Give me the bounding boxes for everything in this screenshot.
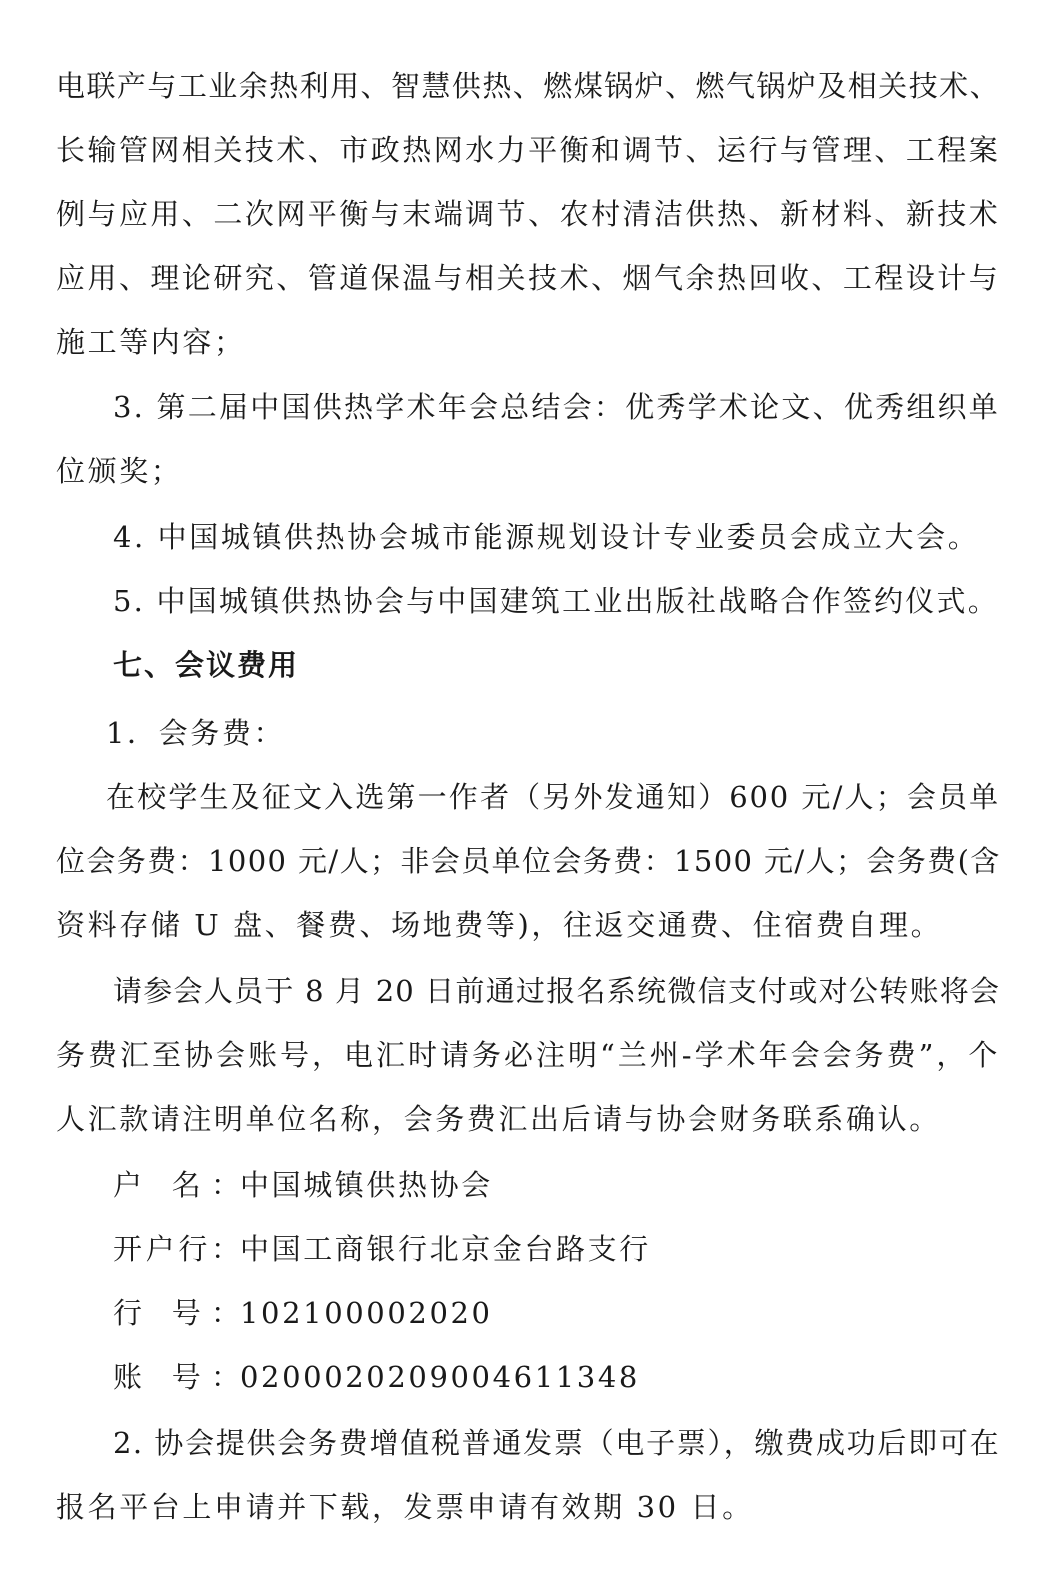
account-name-value: 中国城镇供热协会 <box>240 1168 493 1202</box>
account-no-row <box>113 1357 1000 1397</box>
topics-line-5: 施工等内容； <box>56 325 246 359</box>
payment-line-3: 人汇款请注明单位名称，会务费汇出后请与协会财务联系确认。 <box>56 1102 941 1136</box>
payment-line-1: 请参会人员于 8 月 20 日前通过报名系统微信支付或对公转账将会 <box>113 974 1000 1008</box>
item4: 4. 中国城镇供热协会城市能源规划设计专业委员会成立大会。 <box>113 520 980 554</box>
account-no-value: 0200020209004611348 <box>240 1360 640 1394</box>
item3-line-1: 3. 第二届中国供热学术年会总结会：优秀学术论文、优秀组织单 <box>113 390 1000 424</box>
section7-title: 七、会议费用 <box>113 648 300 682</box>
topics-line-2: 长输管网相关技术、市政热网水力平衡和调节、运行与管理、工程案 <box>56 133 1000 167</box>
invoice-line-2: 报名平台上申请并下载，发票申请有效期 30 日。 <box>56 1490 754 1524</box>
bank-code-value: 102100002020 <box>240 1296 493 1330</box>
invoice-line-1: 2. 协会提供会务费增值税普通发票（电子票），缴费成功后即可在 <box>113 1426 1000 1460</box>
fee-line-3: 资料存储 U 盘、餐费、场地费等)，往返交通费、住宿费自理。 <box>56 908 943 942</box>
bank-code-row <box>113 1293 1000 1333</box>
account-no-label: 账 号： <box>113 1360 240 1394</box>
item5: 5. 中国城镇供热协会与中国建筑工业出版社战略合作签约仪式。 <box>113 584 999 618</box>
topics-line-4: 应用、理论研究、管道保温与相关技术、烟气余热回收、工程设计与 <box>56 261 1000 295</box>
topics-line-3: 例与应用、二次网平衡与末端调节、农村清洁供热、新材料、新技术 <box>56 197 1000 231</box>
fee-line-1: 在校学生及征文入选第一作者（另外发通知）600 元/人；会员单 <box>106 780 1000 814</box>
payment-line-2: 务费汇至协会账号，电汇时请务必注明“兰州-学术年会会务费”，个 <box>56 1038 1000 1072</box>
fee-line-2: 位会务费：1000 元/人；非会员单位会务费：1500 元/人；会务费(含 <box>56 844 1001 878</box>
account-name-label: 户 名： <box>113 1168 240 1202</box>
item3-line-2: 位颁奖； <box>56 454 183 488</box>
bank-row <box>113 1229 1000 1269</box>
topics-line-1: 电联产与工业余热利用、智慧供热、燃煤锅炉、燃气锅炉及相关技术、 <box>56 69 1000 103</box>
bank-code-label: 行 号： <box>113 1296 240 1330</box>
bank-label: 开户行： <box>113 1232 240 1266</box>
bank-value: 中国工商银行北京金台路支行 <box>240 1232 651 1266</box>
fee1-title: 1．会务费： <box>106 716 286 750</box>
account-name-row <box>113 1165 1000 1205</box>
